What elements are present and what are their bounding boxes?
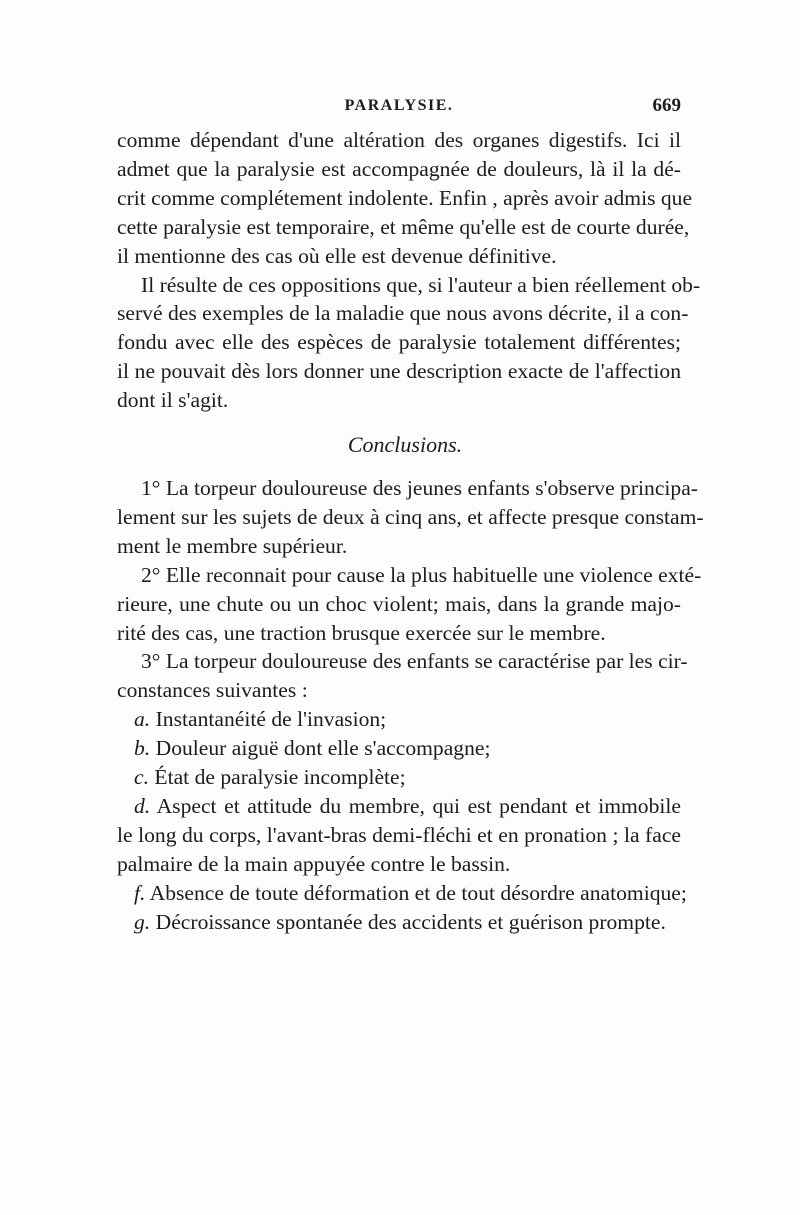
- text-line: palmaire de la main appuyée contre le bassin.: [117, 851, 511, 876]
- item-letter: c.: [134, 765, 149, 790]
- text-line: le long du corps, l'avant-bras demi-fléchi et en pronation ; la face: [117, 822, 681, 847]
- text-line: lement sur les sujets de deux à cinq ans, et affecte presque constam-: [117, 504, 704, 529]
- page-number: 669: [652, 95, 681, 116]
- paragraph-oppositions: [117, 271, 701, 416]
- running-title: PARALYSIE.: [344, 97, 454, 114]
- conclusion-2: [117, 561, 702, 648]
- item-letter: b.: [134, 736, 151, 761]
- symptom-list: [117, 705, 687, 936]
- text-line: cette paralysie est temporaire, et même qu'elle est de courte durée,: [117, 214, 690, 239]
- body-text: [117, 126, 704, 936]
- text-line: 1° La torpeur douloureuse des jeunes enfants s'observe principa-: [141, 475, 698, 500]
- item-text: Décroissance spontanée des accidents et guérison prompte.: [155, 909, 666, 934]
- item-text: Instantanéité de l'invasion;: [155, 707, 387, 732]
- text-line: 3° La torpeur douloureuse des enfants se caractérise par les cir-: [141, 649, 688, 674]
- text-line: rité des cas, une traction brusque exercée sur le membre.: [117, 620, 606, 645]
- text-line: crit comme complétement indolente. Enfin , après avoir admis que: [117, 185, 693, 210]
- text-line: rieure, une chute ou un choc violent; mais, dans la grande majo-: [117, 591, 681, 616]
- conclusion-3: [117, 647, 688, 705]
- text-line: servé des exemples de la maladie que nous avons décrite, il a con-: [117, 301, 689, 326]
- text-line: ment le membre supérieur.: [117, 533, 348, 558]
- list-item: [117, 734, 681, 763]
- text-line: Il résulte de ces oppositions que, si l'auteur a bien réellement ob-: [141, 272, 701, 297]
- list-item: [117, 792, 681, 821]
- list-item: [117, 908, 681, 937]
- item-text: État de paralysie incomplète;: [154, 765, 406, 790]
- text-line: admet que la paralysie est accompagnée de douleurs, là il la dé-: [117, 156, 681, 181]
- list-item: [117, 705, 681, 734]
- item-text: Douleur aiguë dont elle s'accompagne;: [155, 736, 491, 761]
- text-line: il mentionne des cas où elle est devenue définitive.: [117, 243, 557, 268]
- text-line: comme dépendant d'une altération des organes digestifs. Ici il: [117, 128, 681, 152]
- text-line: constances suivantes :: [117, 678, 308, 703]
- item-letter: d.: [134, 793, 151, 818]
- text-line: 2° Elle reconnait pour cause la plus habituelle une violence exté-: [141, 562, 702, 587]
- conclusion-1: [117, 474, 704, 561]
- item-letter: a.: [134, 707, 151, 732]
- item-letter: g.: [134, 909, 151, 934]
- text-line: dont il s'agit.: [117, 388, 229, 413]
- text-line: fondu avec elle des espèces de paralysie totalement différentes;: [117, 330, 681, 355]
- text-line: il ne pouvait dès lors donner une description exacte de l'affection: [117, 359, 681, 384]
- section-heading: Conclusions.: [347, 432, 463, 458]
- item-text: Aspect et attitude du membre, qui est pendant et immobile: [156, 793, 681, 818]
- item-letter: f.: [134, 880, 146, 905]
- item-text: Absence de toute déformation et de tout désordre anatomique;: [149, 880, 687, 905]
- running-head: [117, 93, 681, 119]
- list-item: [117, 763, 681, 792]
- list-item: [117, 879, 687, 908]
- paragraph-continuation: [117, 126, 693, 271]
